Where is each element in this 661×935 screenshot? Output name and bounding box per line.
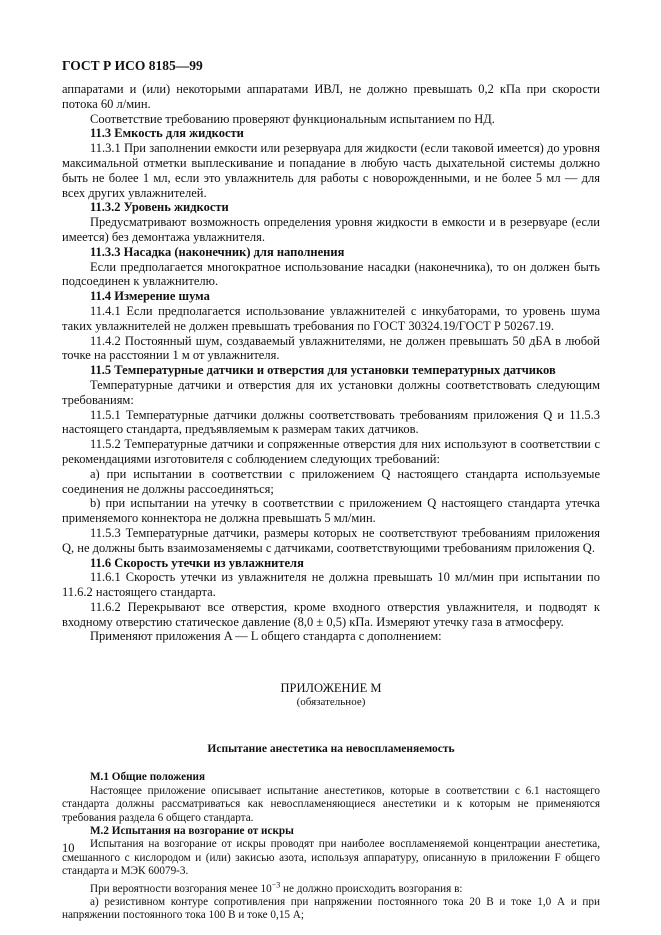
list-item: a) при испытании в соответствии с приложением Q настоящего стандарта используемые соединения не должны рассоединяться; [62,466,600,496]
paragraph: Если предполагается многократное использование насадки (наконечника), то он должен быть подсоединен к увлажнителю. [62,259,600,289]
section-heading: M.1 Общие положения [90,771,206,784]
paragraph: Соответствие требованию проверяют функциональным испытанием по НД. [90,111,495,126]
list-item: a) резистивном контуре сопротивления при напряжении постоянного тока 20 В и токе 1,0 А и при напряжении постоянного тока 100 В и токе 0,15 А; [62,895,600,922]
exponent: −3 [271,879,281,889]
paragraph: Настоящее приложение описывает испытание анестетиков, которые в соответствии с 6.1 настоящего стандарта должны рассматриваться как невоспламеняющиеся анестетики и к которым не применяются требования раздела 6 общего стандарта. [62,784,600,824]
paragraph: 11.3.1 При заполнении емкости или резервуара для жидкости (если таковой имеется) до уровня максимальной отметки выплескивание и попадание в любую часть дыхательной системы должно быть не более 1 мл, если это увлажнитель для работы с новорожденными, и не более 5 мл — для всех других увлажнителей. [62,141,600,200]
paragraph: Применяют приложения A — L общего стандарта с дополнением: [90,629,442,644]
list-item: b) при испытании на утечку в соответствии с приложением Q настоящего стандарта утечка применяемого коннектора не должна превышать 5 мл/мин. [62,496,600,526]
section-heading: 11.6 Скорость утечки из увлажнителя [90,555,304,570]
appendix-title: ПРИЛОЖЕНИЕ M [280,681,382,696]
text-run: не должно происходить возгорания в: [280,882,463,895]
paragraph: 11.4.2 Постоянный шум, создаваемый увлажнителями, не должен превышать 50 дБA в любой точке на расстоянии 1 м от увлажнителя. [62,333,600,363]
paragraph [62,879,600,896]
section-heading: 11.3.2 Уровень жидкости [90,200,229,215]
section-heading: 11.3.3 Насадка (наконечник) для наполнения [90,244,345,259]
section-heading: 11.5 Температурные датчики и отверстия для установки температурных датчиков [90,363,556,378]
page-number: 10 [62,841,75,855]
paragraph: Температурные датчики и отверстия для их установки должны соответствовать следующим требованиям: [62,377,600,407]
paragraph: Испытания на возгорание от искры проводят при наиболее воспламеняемой концентрации анестетика, смешанного с кислородом и (или) закисью азота, используя аппаратуру, описанную в приложении F общего стандарта и МЭК 60079-3. [62,838,600,878]
document-header: ГОСТ Р ИСО 8185—99 [62,58,203,73]
paragraph: Предусматривают возможность определения уровня жидкости в емкости и в резервуаре (если имеется) без демонтажа увлажнителя. [62,215,600,244]
section-heading: 11.3 Емкость для жидкости [90,126,244,141]
appendix-heading: Испытание анестетика на невоспламеняемость [207,743,455,756]
section-heading: M.2 Испытания на возгорание от искры [90,824,294,837]
appendix-subtitle: (обязательное) [296,696,366,709]
text-run: При вероятности возгорания менее 10 [90,882,272,895]
paragraph: 11.4.1 Если предполагается использование увлажнителей с инкубаторами, то уровень шума таких увлажнителей не должен превышать требования по ГОСТ 30324.19/ГОСТ Р 50267.19. [62,303,600,333]
paragraph: 11.6.2 Перекрывают все отверстия, кроме входного отверстия увлажнителя, и подводят к входному отверстию статическое давление (8,0 ± 0,5) кПа. Измеряют утечку газа в атмосферу. [62,599,600,629]
page-body [62,82,600,923]
paragraph: 11.6.1 Скорость утечки из увлажнителя не должна превышать 10 мл/мин при испытании по 11.6.2 настоящего стандарта. [62,570,600,600]
section-heading: 11.4 Измерение шума [90,289,210,304]
paragraph: 11.5.2 Температурные датчики и сопряженные отверстия для них используют в соответствии с рекомендациями изготовителя с соблюдением следующих требований: [62,437,600,466]
paragraph: 11.5.3 Температурные датчики, размеры которых не соответствуют требованиям приложения Q, не должны быть взаимозаменяемы с датчиками, соответствующими требованиям приложения Q. [62,525,600,555]
paragraph: 11.5.1 Температурные датчики должны соответствовать требованиям приложения Q и 11.5.3 настоящего стандарта, предъявляемым к размерам таких датчиков. [62,407,600,437]
paragraph: аппаратами и (или) некоторыми аппаратами ИВЛ, не должно превышать 0,2 кПа при скорости потока 60 л/мин. [62,82,600,111]
